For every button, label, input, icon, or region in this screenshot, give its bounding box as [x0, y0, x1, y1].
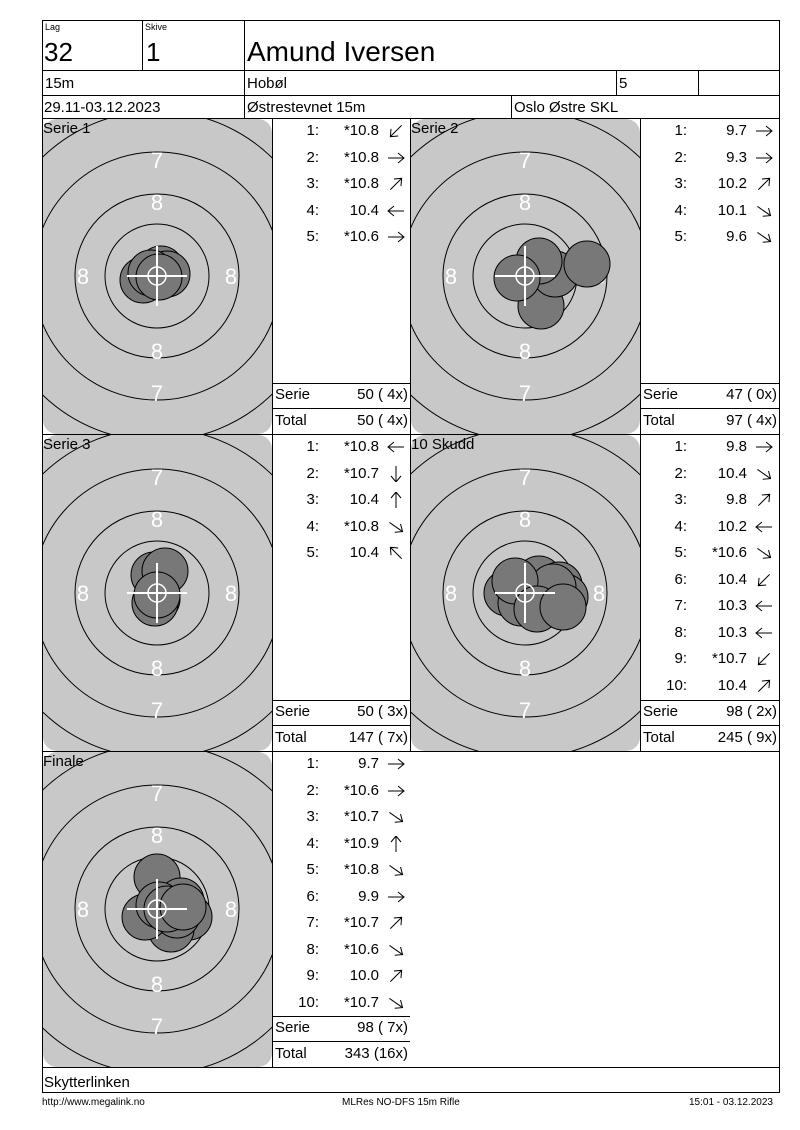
- shot-row: [273, 941, 410, 959]
- shot-row: [273, 782, 410, 800]
- shot-number: 3:: [306, 175, 319, 192]
- ring-label-8: 8: [150, 972, 164, 997]
- direction-arrow-icon: [754, 203, 774, 219]
- direction-arrow-glyph: [387, 545, 405, 561]
- direction-arrow-glyph: [755, 572, 773, 588]
- direction-arrow-icon: [754, 651, 774, 667]
- competition-dates: 29.11-03.12.2023: [44, 99, 161, 116]
- shot-row: [641, 149, 779, 167]
- arrow-shaft: [758, 680, 769, 691]
- direction-arrow-icon: [386, 203, 406, 219]
- shot-row: [641, 491, 779, 509]
- direction-arrow-glyph: [387, 995, 406, 1011]
- shot-number: 1:: [306, 122, 319, 139]
- footer-url: http://www.megalink.no: [42, 1097, 145, 1108]
- serie-label: Serie: [275, 386, 311, 403]
- shot-number: 1:: [306, 755, 319, 772]
- direction-arrow-icon: [386, 756, 406, 772]
- shot-number: 7:: [306, 914, 319, 931]
- direction-arrow-icon: [386, 229, 406, 245]
- direction-arrow-icon: [754, 545, 774, 561]
- ring-label-7: 7: [518, 465, 532, 490]
- ring-label-8: 8: [150, 190, 164, 215]
- shot-row: [641, 175, 779, 193]
- direction-arrow-icon: [754, 123, 774, 139]
- arrow-shaft: [757, 206, 770, 215]
- panel-title: Serie 2: [411, 120, 459, 137]
- direction-arrow-icon: [386, 150, 406, 166]
- direction-arrow-icon: [754, 176, 774, 192]
- direction-arrow-glyph: [387, 809, 406, 825]
- direction-arrow-glyph: [756, 442, 772, 452]
- shot-row: [273, 491, 410, 509]
- direction-arrow-glyph: [388, 442, 404, 452]
- shot-number: 6:: [306, 887, 319, 905]
- shot-row: [641, 465, 779, 483]
- ring-label-7: 7: [150, 381, 164, 406]
- shot-number: 1:: [674, 122, 687, 139]
- direction-arrow-icon: [386, 439, 406, 455]
- direction-arrow-icon: [386, 123, 406, 139]
- serie-value: 98 ( 2x): [726, 703, 777, 720]
- direction-arrow-glyph: [756, 126, 772, 136]
- direction-arrow-icon: [754, 492, 774, 508]
- direction-arrow-icon: [754, 150, 774, 166]
- shot-score: 10.4: [349, 491, 379, 508]
- serie-value: 47 ( 0x): [726, 386, 777, 403]
- shot-row: [641, 122, 779, 140]
- ring-label-8: 8: [150, 339, 164, 364]
- ring-label-7: 7: [518, 148, 532, 173]
- target-face: [411, 435, 640, 751]
- direction-arrow-icon: [386, 915, 406, 931]
- shot-row: [641, 438, 779, 456]
- total-value: 245 ( 9x): [717, 729, 777, 746]
- skive-value: 1: [146, 37, 161, 67]
- shot-score: *10.8: [343, 175, 379, 192]
- direction-arrow-icon: [754, 519, 774, 535]
- shot-row: [641, 624, 779, 642]
- arrow-shaft: [758, 178, 769, 189]
- serie-label: Serie: [275, 1019, 311, 1036]
- shot-score: *10.8: [343, 861, 379, 878]
- shot-row: [273, 994, 410, 1012]
- shot-number: 2:: [674, 464, 687, 482]
- target-face: [43, 119, 272, 434]
- direction-arrow-glyph: [387, 123, 405, 139]
- shooter-name: Amund Iversen: [247, 36, 436, 67]
- direction-arrow-glyph: [387, 915, 405, 931]
- shot-row: [273, 122, 410, 140]
- ring-label-8: 8: [518, 507, 532, 532]
- direction-arrow-icon: [754, 466, 774, 482]
- shot-row: [641, 518, 779, 536]
- ring-label-7: 7: [150, 465, 164, 490]
- shot-score: 9.8: [726, 438, 747, 455]
- direction-arrow-glyph: [391, 836, 401, 852]
- ring-label-8: 8: [224, 581, 238, 606]
- shot-row: [273, 755, 410, 773]
- direction-arrow-glyph: [755, 492, 773, 508]
- arrow-shaft: [757, 548, 770, 557]
- shot-number: 1:: [306, 438, 319, 455]
- shot-number: 3:: [674, 175, 687, 192]
- shot-number: 5:: [674, 228, 687, 245]
- arrow-shaft: [390, 970, 401, 981]
- direction-arrow-glyph: [391, 492, 401, 508]
- shot-row: [641, 597, 779, 615]
- target-face: [43, 752, 272, 1067]
- shot-hole: [564, 241, 610, 287]
- direction-arrow-icon: [754, 678, 774, 694]
- ring-label-8: 8: [224, 897, 238, 922]
- direction-arrow-glyph: [388, 786, 404, 796]
- direction-arrow-glyph: [756, 628, 772, 638]
- shot-score: *10.6: [343, 228, 379, 245]
- serie-label: Serie: [643, 386, 679, 403]
- direction-arrow-icon: [386, 836, 406, 852]
- arrow-shaft: [757, 232, 770, 241]
- shot-score: 10.4: [349, 201, 379, 219]
- serie-value: 50 ( 3x): [357, 703, 408, 720]
- shot-number: 2:: [306, 148, 319, 166]
- target-panel: [411, 119, 640, 434]
- shot-row: [641, 677, 779, 695]
- ring-label-7: 7: [518, 698, 532, 723]
- direction-arrow-icon: [386, 862, 406, 878]
- shooter-class: 5: [619, 75, 628, 92]
- direction-arrow-icon: [386, 466, 406, 482]
- target-panel: [43, 752, 272, 1067]
- shot-score: 10.2: [717, 517, 747, 535]
- direction-arrow-icon: [386, 809, 406, 825]
- direction-arrow-glyph: [755, 203, 774, 219]
- ring-label-8: 8: [150, 656, 164, 681]
- direction-arrow-glyph: [755, 229, 774, 245]
- direction-arrow-glyph: [756, 153, 772, 163]
- direction-arrow-icon: [386, 889, 406, 905]
- ring-label-8: 8: [76, 897, 90, 922]
- total-value: 50 ( 4x): [357, 412, 408, 429]
- distance: 15m: [45, 75, 75, 92]
- serie-value: 98 ( 7x): [357, 1019, 408, 1036]
- shot-row: [273, 518, 410, 536]
- shot-number: 9:: [674, 650, 687, 667]
- direction-arrow-icon: [386, 968, 406, 984]
- lag-label: Lag: [45, 22, 61, 32]
- shot-row: [273, 808, 410, 826]
- ring-label-8: 8: [518, 656, 532, 681]
- shot-score: 10.2: [717, 175, 747, 192]
- ring-label-7: 7: [150, 781, 164, 806]
- total-label: Total: [275, 412, 307, 429]
- shot-score: 10.1: [717, 201, 747, 219]
- shot-row: [641, 571, 779, 589]
- direction-arrow-glyph: [391, 466, 401, 482]
- shot-row: [273, 967, 410, 985]
- arrow-shaft: [390, 917, 401, 928]
- shot-score: 9.7: [726, 122, 747, 139]
- shot-score: *10.7: [343, 914, 379, 931]
- shot-score: *10.7: [343, 808, 379, 825]
- shot-row: [273, 202, 410, 220]
- shot-number: 3:: [306, 491, 319, 508]
- ring-label-8: 8: [518, 190, 532, 215]
- direction-arrow-icon: [386, 942, 406, 958]
- shot-score: 10.0: [349, 967, 379, 984]
- total-value: 147 ( 7x): [348, 729, 408, 746]
- shot-score: *10.6: [343, 940, 379, 958]
- shot-score: *10.8: [343, 122, 379, 139]
- shot-score: 9.6: [726, 228, 747, 245]
- shot-number: 1:: [674, 438, 687, 455]
- direction-arrow-icon: [754, 598, 774, 614]
- shot-row: [273, 914, 410, 932]
- shot-score: *10.9: [343, 834, 379, 852]
- software-name: MLRes NO-DFS 15m Rifle: [342, 1097, 460, 1108]
- shot-row: [273, 228, 410, 246]
- direction-arrow-icon: [386, 545, 406, 561]
- direction-arrow-glyph: [756, 522, 772, 532]
- arrow-shaft: [389, 812, 402, 821]
- shot-row: [273, 888, 410, 906]
- shot-score: 9.7: [358, 755, 379, 772]
- brand-label: Skytterlinken: [44, 1074, 130, 1091]
- direction-arrow-glyph: [388, 759, 404, 769]
- ring-label-7: 7: [150, 1014, 164, 1039]
- shot-number: 5:: [306, 544, 319, 561]
- arrow-shaft: [757, 469, 770, 478]
- ring-label-8: 8: [76, 264, 90, 289]
- serie-label: Serie: [275, 703, 311, 720]
- shot-number: 9:: [306, 967, 319, 984]
- skive-label: Skive: [145, 22, 168, 32]
- direction-arrow-glyph: [388, 206, 404, 216]
- direction-arrow-glyph: [755, 466, 774, 482]
- direction-arrow-glyph: [755, 545, 774, 561]
- panel-title: Serie 1: [43, 120, 91, 137]
- direction-arrow-icon: [754, 572, 774, 588]
- shot-number: 4:: [306, 517, 319, 535]
- direction-arrow-glyph: [755, 176, 773, 192]
- direction-arrow-icon: [386, 995, 406, 1011]
- shot-row: [641, 228, 779, 246]
- serie-value: 50 ( 4x): [357, 386, 408, 403]
- shot-number: 10:: [666, 676, 687, 694]
- ring-label-8: 8: [224, 264, 238, 289]
- panel-title: Finale: [43, 753, 84, 770]
- shot-score: 10.4: [717, 676, 747, 694]
- shot-score: *10.7: [343, 993, 379, 1011]
- ring-label-7: 7: [150, 698, 164, 723]
- ring-label-7: 7: [518, 381, 532, 406]
- shot-number: 5:: [306, 861, 319, 878]
- organizer: Oslo Østre SKL: [514, 99, 619, 116]
- shot-number: 7:: [674, 597, 687, 614]
- arrow-shaft: [390, 547, 401, 558]
- shot-score: *10.7: [343, 464, 379, 482]
- direction-arrow-glyph: [387, 942, 406, 958]
- shot-score: 10.3: [717, 597, 747, 614]
- direction-arrow-glyph: [387, 968, 405, 984]
- target-panel: [43, 435, 272, 751]
- shot-score: *10.8: [343, 517, 379, 535]
- lag-value: 32: [44, 37, 73, 67]
- shot-number: 4:: [674, 517, 687, 535]
- shot-number: 6:: [674, 570, 687, 588]
- target-panel: [411, 435, 640, 751]
- shot-score: *10.6: [711, 544, 747, 561]
- ring-label-8: 8: [444, 581, 458, 606]
- shot-number: 10:: [298, 993, 319, 1011]
- shot-row: [273, 835, 410, 853]
- direction-arrow-icon: [386, 176, 406, 192]
- direction-arrow-icon: [754, 625, 774, 641]
- shot-row: [273, 861, 410, 879]
- arrow-shaft: [389, 865, 402, 874]
- club: Hobøl: [247, 75, 288, 92]
- target-face: [43, 435, 272, 751]
- direction-arrow-icon: [754, 439, 774, 455]
- shot-score: *10.8: [343, 148, 379, 166]
- shot-number: 4:: [306, 834, 319, 852]
- direction-arrow-glyph: [387, 176, 405, 192]
- arrow-shaft: [758, 653, 769, 664]
- shot-score: 9.3: [726, 148, 747, 166]
- competition-name: Østrestevnet 15m: [247, 99, 366, 116]
- shot-number: 8:: [674, 623, 687, 641]
- shot-score: *10.8: [343, 438, 379, 455]
- total-label: Total: [275, 729, 307, 746]
- shot-number: 4:: [306, 201, 319, 219]
- target-face: [411, 119, 640, 434]
- total-label: Total: [643, 729, 675, 746]
- arrow-shaft: [389, 522, 402, 531]
- arrow-shaft: [758, 494, 769, 505]
- direction-arrow-icon: [754, 229, 774, 245]
- ring-label-8: 8: [518, 339, 532, 364]
- shot-row: [273, 175, 410, 193]
- ring-label-8: 8: [444, 264, 458, 289]
- total-value: 343 (16x): [344, 1045, 408, 1062]
- direction-arrow-glyph: [388, 892, 404, 902]
- ring-label-7: 7: [150, 148, 164, 173]
- ring-label-8: 8: [76, 581, 90, 606]
- shot-hole: [540, 584, 586, 630]
- direction-arrow-icon: [386, 492, 406, 508]
- shot-number: 8:: [306, 940, 319, 958]
- shot-row: [273, 465, 410, 483]
- arrow-shaft: [390, 125, 401, 136]
- arrow-shaft: [389, 945, 402, 954]
- direction-arrow-icon: [386, 519, 406, 535]
- shot-row: [641, 650, 779, 668]
- serie-label: Serie: [643, 703, 679, 720]
- shot-score: 10.3: [717, 623, 747, 641]
- shot-number: 2:: [306, 464, 319, 482]
- direction-arrow-glyph: [388, 153, 404, 163]
- shot-number: 5:: [674, 544, 687, 561]
- shot-row: [641, 544, 779, 562]
- shot-row: [273, 149, 410, 167]
- shot-number: 4:: [674, 201, 687, 219]
- shot-score: 9.8: [726, 491, 747, 508]
- shot-score: 10.4: [717, 464, 747, 482]
- shot-number: 2:: [674, 148, 687, 166]
- arrow-shaft: [389, 998, 402, 1007]
- total-label: Total: [275, 1045, 307, 1062]
- shot-row: [641, 202, 779, 220]
- shot-row: [273, 544, 410, 562]
- arrow-shaft: [758, 574, 769, 585]
- ring-label-8: 8: [150, 823, 164, 848]
- panel-title: 10 Skudd: [411, 436, 475, 453]
- shot-hole: [160, 884, 206, 930]
- panel-title: Serie 3: [43, 436, 91, 453]
- total-label: Total: [643, 412, 675, 429]
- direction-arrow-glyph: [388, 232, 404, 242]
- shot-score: *10.7: [711, 650, 747, 667]
- direction-arrow-icon: [386, 783, 406, 799]
- shot-score: 10.4: [349, 544, 379, 561]
- shot-number: 5:: [306, 228, 319, 245]
- direction-arrow-glyph: [755, 651, 773, 667]
- arrow-shaft: [390, 178, 401, 189]
- shot-score: *10.6: [343, 781, 379, 799]
- ring-label-8: 8: [150, 507, 164, 532]
- shot-score: 10.4: [717, 570, 747, 588]
- shot-number: 3:: [674, 491, 687, 508]
- print-timestamp: 15:01 - 03.12.2023: [689, 1097, 773, 1108]
- shot-number: 2:: [306, 781, 319, 799]
- direction-arrow-glyph: [755, 678, 773, 694]
- shot-score: 9.9: [358, 887, 379, 905]
- shot-row: [273, 438, 410, 456]
- direction-arrow-glyph: [756, 601, 772, 611]
- direction-arrow-glyph: [387, 862, 406, 878]
- ring-label-8: 8: [592, 581, 606, 606]
- total-value: 97 ( 4x): [726, 412, 777, 429]
- direction-arrow-glyph: [387, 519, 406, 535]
- shot-number: 3:: [306, 808, 319, 825]
- target-panel: [43, 119, 272, 434]
